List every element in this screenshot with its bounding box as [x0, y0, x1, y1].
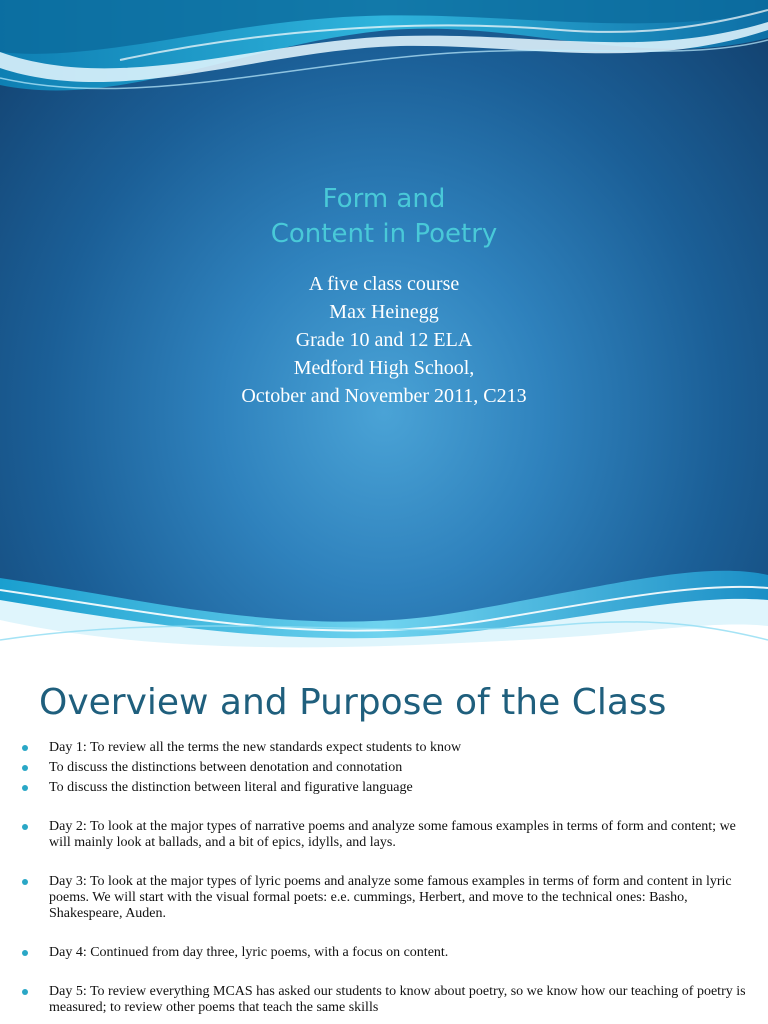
bullet-icon — [22, 765, 28, 771]
bullet-item: Day 2: To look at the major types of narrative poems and analyze some famous examples in terms of form and content; we will mainly look at ballads, and a bit of epics, idylls, and lays. — [22, 819, 748, 851]
title-line-2: Content in Poetry — [270, 219, 498, 249]
subtitle-course: A five class course — [308, 273, 460, 295]
subtitle-school: Medford High School, — [293, 357, 475, 379]
bullet-icon — [22, 950, 28, 956]
bullet-list — [22, 740, 748, 1016]
bullet-item: Day 4: Continued from day three, lyric poems, with a focus on content. — [22, 945, 748, 961]
bullet-item: To discuss the distinctions between denotation and connotation — [22, 760, 748, 776]
bullet-icon — [22, 824, 28, 830]
bullet-item: To discuss the distinction between literal and figurative language — [22, 780, 748, 796]
subtitle-author: Max Heinegg — [329, 301, 439, 323]
slide-title — [0, 182, 768, 252]
bullet-icon — [22, 745, 28, 751]
subtitle-grade: Grade 10 and 12 ELA — [295, 329, 473, 351]
overview-slide — [0, 665, 768, 1024]
bullet-item: Day 5: To review everything MCAS has asked our students to know about poetry, so we know how our teaching of poetry is measured; to review other poems that teach the same skills — [22, 984, 748, 1016]
bullet-item: Day 3: To look at the major types of lyric poems and analyze some famous examples in terms of form and content in lyric poems. We will start with the visual formal poets: e.e. cummings, Herbert, and move to the technical ones: Basho, Shakespeare, Auden. — [22, 874, 748, 922]
bullet-icon — [22, 879, 28, 885]
title-line-1: Form and — [322, 184, 446, 214]
subtitle-date: October and November 2011, C213 — [241, 385, 527, 407]
bullet-item: Day 1: To review all the terms the new standards expect students to know — [22, 740, 748, 756]
slide-subtitle — [0, 270, 768, 410]
overview-heading: Overview and Purpose of the Class — [39, 682, 667, 723]
bullet-icon — [22, 785, 28, 791]
bullet-icon — [22, 989, 28, 995]
